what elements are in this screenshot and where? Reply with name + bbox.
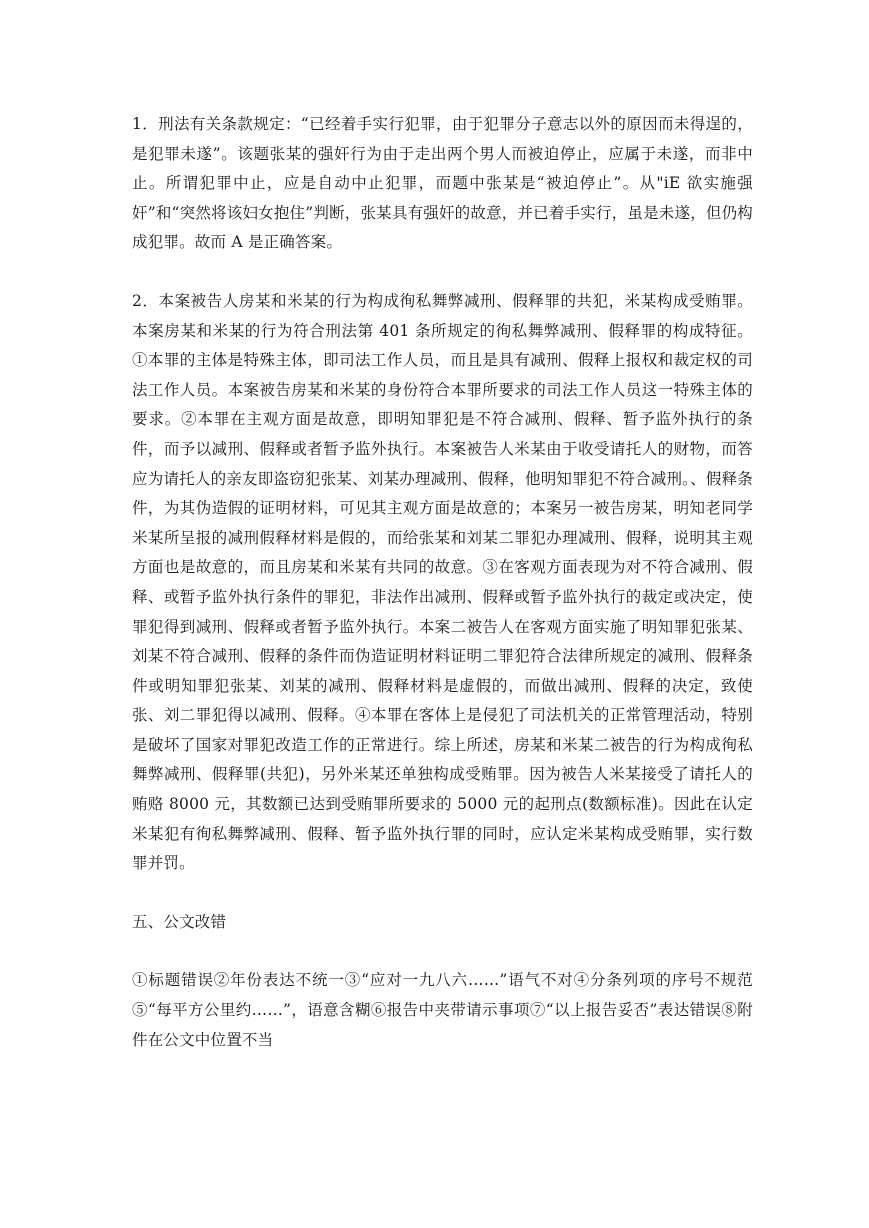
answer-paragraph-1: 1．刑法有关条款规定：“已经着手实行犯罪，由于犯罪分子意志以外的原因而未得逞的，是犯罪未遂”。该题张某的强奸行为由于走出两个男人而被迫停止，应属于未遂，而非中止。所谓犯罪中止，应是自动中止犯罪，而题中张某是“被迫停止”。从"iE 欲实施强奸”和“突然将该妇女抱住”判断，张某具有强奸的故意，并已着手实行，虽是未遂，但仍构成犯罪。故而 A 是正确答案。 bbox=[132, 115, 753, 252]
answer-paragraph-3: ①标题错误②年份表达不统一③“应对一九八六……”语气不对④分条列项的序号不规范⑤“每平方公里约……”，语意含糊⑥报告中夹带请示事项⑦“以上报告妥否”表达错误⑧附件在公文中位置不当 bbox=[132, 971, 753, 1049]
answer-paragraph-2: 2．本案被告人房某和米某的行为构成徇私舞弊减刑、假释罪的共犯，米某构成受贿罪。本案房某和米某的行为符合刑法第 401 条所规定的徇私舞弊减刑、假释罪的构成特征。①本罪的主体是特殊主体，即司法工作人员，而且是具有减刑、假释上报权和裁定权的司法工作人员。本案被告房某和米某的身份符合本罪所要求的司法工作人员这一特殊主体的要求。②本罪在主观方面是故意，即明知罪犯是不符合减刑、假释、暂予监外执行的条件，而予以减刑、假释或者暂予监外执行。本案被告人米某由于收受请托人的财物，而答应为请托人的亲友即盗窃犯张某、刘某办理减刑、假释，他明知罪犯不符合减刑。、假释条件，为其伪造假的证明材料，可见其主观方面是故意的；本案另一被告房某，明知老同学米某所呈报的减刑假释材料是假的，而给张某和刘某二罪犯办理减刑、假释，说明其主观方面也是故意的，而且房某和米某有共同的故意。③在客观方面表现为对不符合减刑、假释、或暂予监外执行条件的罪犯，非法作出减刑、假释或暂予监外执行的裁定或决定，使罪犯得到减刑、假释或者暂予监外执行。本案二被告人在客观方面实施了明知罪犯张某、刘某不符合减刑、假释的条件而伪造证明材料证明二罪犯符合法律所规定的减刑、假释条件或明知罪犯张某、刘某的减刑、假释材料是虚假的，而做出减刑、假释的决定，致使张、刘二罪犯得以减刑、假释。④本罪在客体上是侵犯了司法机关的正常管理活动，特别是破坏了国家对罪犯改造工作的正常进行。综上所述，房某和米某二被告的行为构成徇私舞弊减刑、假释罪(共犯)，另外米某还单独构成受贿罪。因为被告人米某接受了请托人的贿赂 8000 元，其数额已达到受贿罪所要求的 5000 元的起刑点(数额标准)。因此在认定米某犯有徇私舞弊减刑、假释、暂予监外执行罪的同时，应认定米某构成受贿罪，实行数罪并罚。 bbox=[132, 291, 753, 873]
section-heading: 五、公文改错 bbox=[132, 912, 227, 931]
